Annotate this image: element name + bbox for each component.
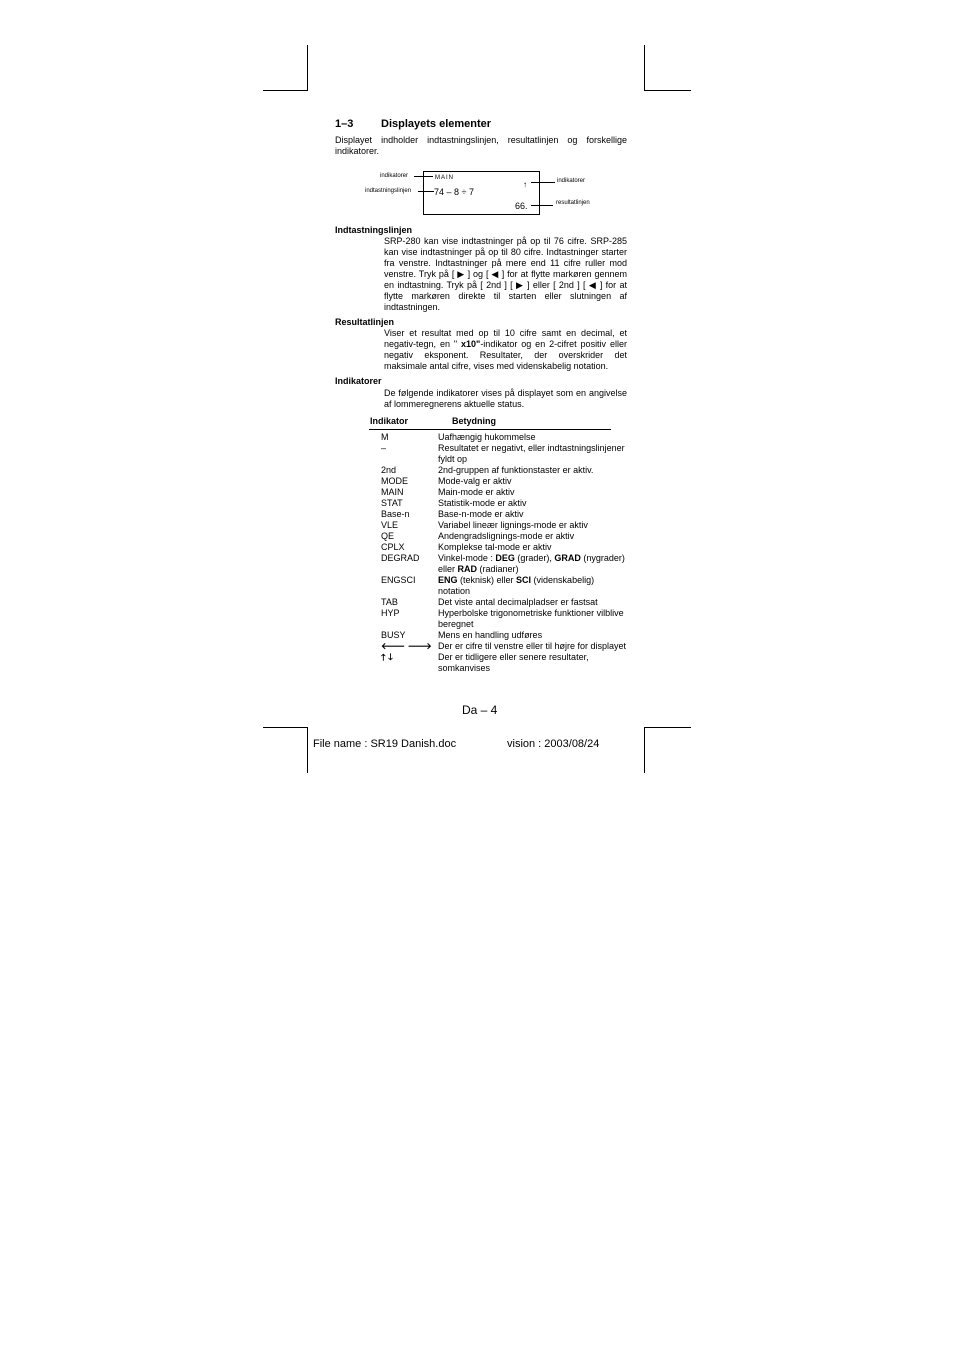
table-cell-key: MODE [381, 476, 408, 486]
page-number: Da – 4 [462, 703, 498, 717]
entry-section-title: Indtastningslinjen [335, 225, 413, 235]
table-row [381, 520, 627, 531]
table-row [381, 575, 627, 597]
text-part: (radianer) [477, 564, 519, 574]
result-body-bold: x10" [457, 339, 481, 349]
intro-paragraph: Displayet indholder indtastningslinjen, resultatlinjen og forskellige indikatorer. [335, 135, 627, 156]
text-part: (videnskabelig) notation [438, 575, 595, 596]
callout-indicators-right: indikatorer [557, 178, 586, 184]
text-bold: RAD [457, 564, 478, 574]
table-header-meaning: Betydning [452, 416, 496, 426]
table-cell-value: Mode-valg er aktiv [438, 476, 512, 486]
table-cell-value: 2nd-gruppen af funktionstaster er aktiv. [438, 465, 594, 475]
text-bold: DEG [495, 553, 515, 563]
table-row [381, 553, 627, 575]
table-cell-key: 2nd [381, 465, 397, 475]
result-section-body [384, 328, 627, 372]
display-indicator: MAIN [435, 175, 454, 181]
display-up-arrow-icon: ↑ [523, 180, 527, 189]
crop-mark [644, 727, 691, 728]
table-row [381, 509, 627, 520]
table-row [381, 476, 627, 487]
crop-mark [644, 45, 645, 91]
text-part: Vinkel-mode : [438, 553, 496, 563]
indicator-table [381, 432, 627, 674]
table-cell-value: Resultatet er negativt, eller indtastningslinjener fyldt op [438, 443, 625, 464]
table-cell-value: Det viste antal decimalpladser er fastsat [438, 597, 598, 607]
table-cell-key: Base-n [381, 509, 410, 519]
callout-result-line: resultatlinjen [556, 200, 590, 206]
section-heading [335, 118, 491, 130]
leader-line [418, 191, 434, 192]
indicator-section-title: Indikatorer [335, 376, 382, 386]
table-row [381, 542, 627, 553]
display-entry-line: 74 – 8 ÷ 7 [434, 187, 474, 197]
leader-line [531, 205, 553, 206]
table-cell-key: HYP [381, 608, 400, 618]
table-cell-key: VLE [381, 520, 399, 530]
table-cell-key: MAIN [381, 487, 404, 497]
text-part: (nygrader) eller [438, 553, 625, 574]
table-cell-value: Der er cifre til venstre eller til højre for displayet [438, 641, 627, 651]
table-header-rule [369, 429, 611, 430]
table-row [381, 465, 627, 476]
table-cell-key: QE [381, 531, 395, 541]
table-row [381, 630, 627, 641]
table-cell-key: M [381, 432, 389, 442]
table-cell-value: Hyperbolske trigonometriske funktioner vilblive beregnet [438, 608, 624, 629]
result-body-part: Viser et resultat med op til 10 cifre samt en decimal, et negativ-tegn, en " [384, 328, 627, 349]
crop-mark [644, 727, 645, 773]
text-bold: GRAD [554, 553, 581, 563]
crop-mark [644, 90, 691, 91]
table-cell-value: Andengradslignings-mode er aktiv [438, 531, 575, 541]
table-cell-value: Uafhængig hukommelse [438, 432, 536, 442]
display-diagram [423, 171, 540, 215]
crop-mark [263, 90, 308, 91]
table-cell-value: Statistik-mode er aktiv [438, 498, 527, 508]
table-cell-value: Variabel lineær lignings-mode er aktiv [438, 520, 588, 530]
display-result-line: 66. [515, 201, 528, 211]
left-right-arrows-icon: 🡐 🡒 [381, 641, 432, 651]
table-row [381, 498, 627, 509]
crop-mark [307, 727, 308, 773]
leader-line [531, 182, 555, 183]
footer-file-name: File name : SR19 Danish.doc [313, 738, 457, 750]
text-bold: ENG [438, 575, 458, 585]
footer-version: vision : 2003/08/24 [507, 738, 600, 750]
table-cell-value: Main-mode er aktiv [438, 487, 515, 497]
result-section-title: Resultatlinjen [335, 317, 395, 327]
table-cell-key: ENGSCI [381, 575, 416, 585]
section-number: 1–3 [335, 118, 354, 130]
text-part: (teknisk) eller [457, 575, 517, 585]
table-row [381, 652, 627, 674]
table-cell-value: Der er tidligere eller senere resultater, somkanvises [438, 652, 589, 673]
crop-mark [307, 45, 308, 91]
table-row [381, 432, 627, 443]
table-row [381, 597, 627, 608]
table-cell-value: Komplekse tal-mode er aktiv [438, 542, 552, 552]
callout-entry-line: indtastningslinjen [365, 188, 412, 194]
indicator-section-body: De følgende indikatorer vises på displayet som en angivelse af lommeregnerens aktuelle status. [384, 388, 627, 409]
table-row [381, 487, 627, 498]
table-cell-value [438, 575, 627, 597]
entry-section-body: SRP-280 kan vise indtastninger på op til 76 cifre. SRP-285 kan vise indtastninger på op til 80 cifre. Indtastninger starter fra venstre. Indtastninger på mere end 11 cifre ruller mod venstre. Tryk på [ ▶ ] og [ ◀ ] for at flytte markøren gennem en indtastning. Tryk på [ 2nd ] [ ▶ ] eller [ 2nd ] [ ◀ ] for at flytte markøren direkte til starten eller slutningen af indtastningen. [384, 236, 627, 312]
text-bold: SCI [516, 575, 532, 585]
table-cell-key: BUSY [381, 630, 406, 640]
table-row [381, 608, 627, 630]
table-cell-key: DEGRAD [381, 553, 420, 563]
table-row [381, 641, 627, 652]
table-cell-value: Mens en handling udføres [438, 630, 543, 640]
section-title: Displayets elementer [381, 118, 492, 130]
table-cell-value [438, 553, 627, 575]
table-cell-key: STAT [381, 498, 403, 508]
text-part: (grader), [514, 553, 555, 563]
leader-line [414, 176, 433, 177]
table-cell-key: TAB [381, 597, 398, 607]
table-cell-key: CPLX [381, 542, 405, 552]
table-header-indicator: Indikator [370, 416, 409, 426]
up-down-arrows-icon: 🡑 🡓 [381, 652, 393, 662]
table-cell-key: – [381, 443, 387, 453]
callout-indicators-left: indikatorer [380, 173, 409, 179]
table-row [381, 531, 627, 542]
table-cell-value: Base-n-mode er aktiv [438, 509, 524, 519]
crop-mark [263, 727, 308, 728]
table-row [381, 443, 627, 465]
result-body-part: -indikator og en 2-cifret positiv eller negativ eksponent. Resultater, der overskrider det maksimale antal cifre, vises med videnskabelig notation. [384, 339, 627, 371]
